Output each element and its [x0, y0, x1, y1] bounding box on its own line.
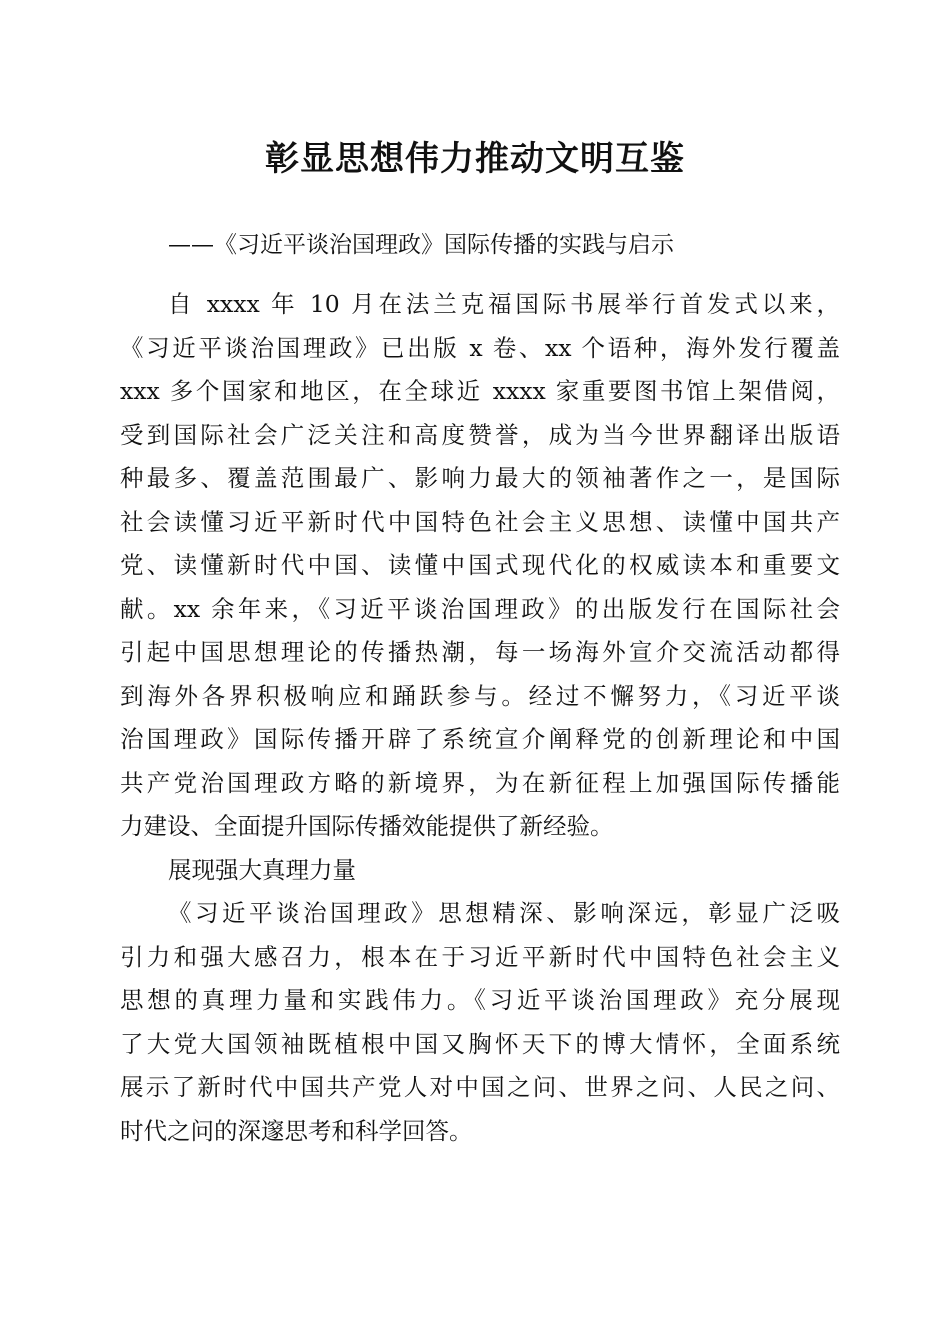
paragraph-line: 《习近平谈治国理政》思想精深、影响深远，彰显广泛吸	[168, 899, 840, 927]
paragraph-line: 时代之问的深邃思考和科学回答。	[120, 1116, 473, 1145]
paragraph-line: 引起中国思想理论的传播热潮，每一场海外宣介交流活动都得	[120, 638, 840, 666]
document-body	[120, 283, 840, 1153]
paragraph-line: 引力和强大感召力，根本在于习近平新时代中国特色社会主义	[120, 942, 840, 971]
paragraph-line: 展示了新时代中国共产党人对中国之问、世界之问、人民之问、	[120, 1073, 840, 1101]
paragraph-line: 思想的真理力量和实践伟力。《习近平谈治国理政》充分展现	[120, 986, 840, 1014]
paragraph-line: xxx 多个国家和地区，在全球近 xxxx 家重要图书馆上架借阅，	[120, 377, 840, 405]
paragraph-line: 到海外各界积极响应和踊跃参与。经过不懈努力，《习近平谈	[120, 681, 840, 710]
paragraph-line: 治国理政》国际传播开辟了系统宣介阐释党的创新理论和中国	[120, 725, 840, 753]
paragraph-line: 党、读懂新时代中国、读懂中国式现代化的权威读本和重要文	[120, 551, 840, 579]
paragraph-line: 社会读懂习近平新时代中国特色社会主义思想、读懂中国共产	[120, 507, 840, 536]
paragraph-line: 种最多、覆盖范围最广、影响力最大的领袖著作之一，是国际	[120, 464, 840, 492]
paragraph-line: 受到国际社会广泛关注和高度赞誉，成为当今世界翻译出版语	[120, 420, 840, 449]
paragraph-line: 自 xxxx 年 10 月在法兰克福国际书展举行首发式以来，	[168, 290, 840, 318]
paragraph-line: 献。xx 余年来，《习近平谈治国理政》的出版发行在国际社会	[120, 594, 840, 623]
paragraph-line: 了大党大国领袖既植根中国又胸怀天下的博大情怀，全面系统	[120, 1029, 840, 1058]
document-title: 彰显思想伟力推动文明互鉴	[265, 139, 685, 179]
document-subtitle: ——《习近平谈治国理政》国际传播的实践与启示	[168, 232, 674, 258]
paragraph-line: 《习近平谈治国理政》已出版 x 卷、xx 个语种，海外发行覆盖	[120, 333, 840, 362]
section-heading: 展现强大真理力量	[168, 855, 356, 884]
paragraph-line: 力建设、全面提升国际传播效能提供了新经验。	[120, 812, 614, 840]
paragraph-line: 共产党治国理政方略的新境界，为在新征程上加强国际传播能	[120, 768, 840, 797]
